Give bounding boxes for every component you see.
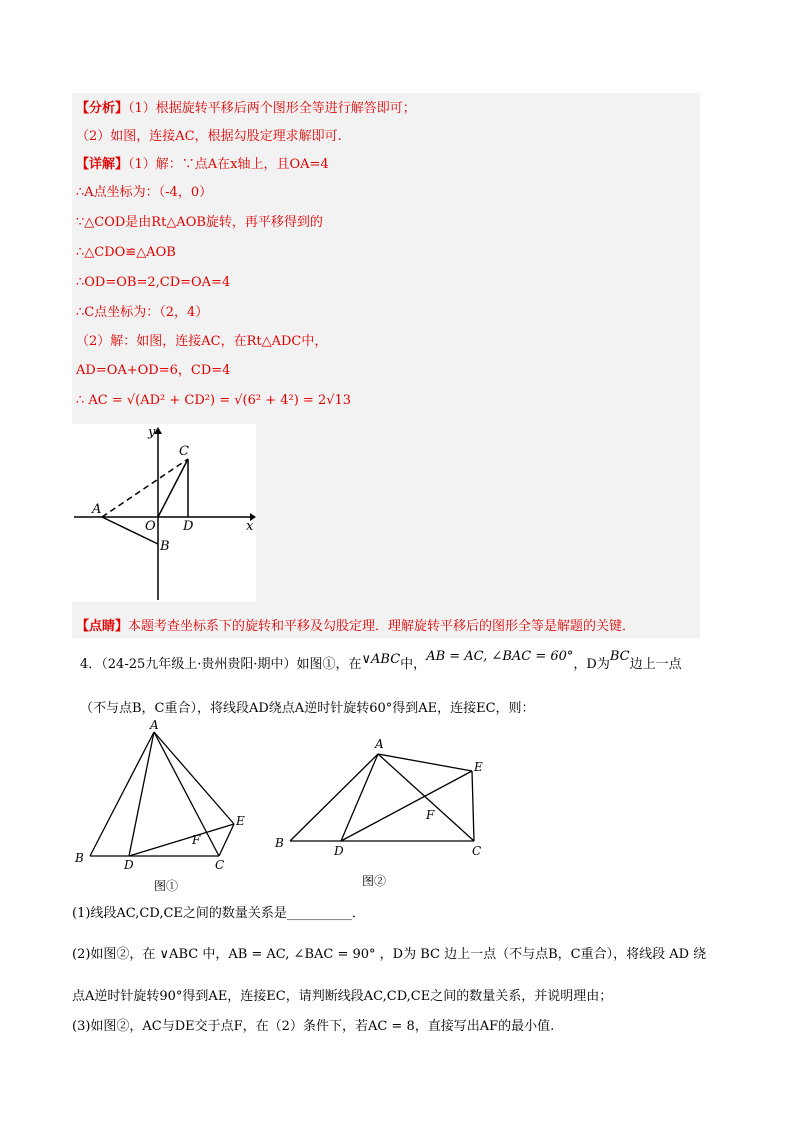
fig2-label-C: C	[472, 844, 482, 858]
triangle-figure-2	[272, 733, 492, 893]
comment-line: 【点睛】本题考查坐标系下的旋转和平移及勾股定理．理解旋转平移后的图形全等是解题的关键．	[76, 619, 636, 634]
label-D: D	[183, 519, 194, 534]
detail-line-9: ∴ AC = √(AD² + CD²) = √(6² + 4²) = 2√13	[76, 393, 352, 408]
fig2-label-E: E	[474, 760, 483, 774]
detail-line-5: ∴OD=OB=2,CD=OA=4	[76, 275, 231, 290]
detail-line-3: ∵△COD是由Rt△AOB旋转，再平移得到的	[76, 215, 323, 230]
label-B: B	[160, 539, 170, 554]
fig2-label-A: A	[375, 737, 384, 751]
detail-line-1: 【详解】（1）解：∵点A在x轴上，且OA=4	[76, 157, 329, 172]
question-part-2-line-2: 点A逆时针旋转90°得到AE，连接EC，请判断线段AC,CD,CE之间的数量关系，并说明理由；	[72, 989, 613, 1004]
question-4-line-2: （不与点B，C重合），将线段AD绕点A逆时针旋转60°得到AE，连接EC，则：	[80, 701, 535, 716]
label-x: x	[246, 519, 254, 534]
detail-line-7: （2）解：如图，连接AC，在Rt△ADC中，	[76, 334, 328, 349]
fig1-label-A: A	[150, 718, 159, 732]
question-part-3: (3)如图②，AC与DE交于点F，在（2）条件下，若AC = 8，直接写出AF的最小值.	[72, 1019, 555, 1034]
analysis-line-2: （2）如图，连接AC，根据勾股定理求解即可.	[76, 129, 342, 144]
detail-line-4: ∴△CDO≌△AOB	[76, 245, 176, 260]
fig1-label-D: D	[124, 858, 134, 872]
question-part-1: (1)线段AC,CD,CE之间的数量关系是__________．	[72, 906, 365, 921]
fig1-caption: 图①	[154, 879, 179, 893]
label-A: A	[92, 502, 102, 517]
fig1-label-E: E	[236, 814, 245, 828]
fig1-label-F: F	[192, 833, 201, 847]
analysis-line-1: 【分析】（1）根据旋转平移后两个图形全等进行解答即可；	[76, 101, 416, 116]
fig1-label-B: B	[75, 851, 84, 865]
question-part-2-line-1: (2)如图②，在 ∨ABC 中，AB = AC, ∠BAC = 90° ，D为 BC 边上一点（不与点B，C重合），将线段 AD 绕	[72, 947, 707, 962]
fig2-caption: 图②	[362, 874, 387, 888]
detail-line-8: AD=OA+OD=6，CD=4	[76, 363, 231, 378]
question-4-line-1: 4．（24-25九年级上·贵州贵阳·期中）如图①，在∨ABC中，AB = AC, ∠BAC = 60°，D为BC边上一点	[80, 649, 682, 672]
label-C: C	[179, 444, 189, 459]
triangle-figure-1	[72, 718, 262, 893]
detail-line-6: ∴C点坐标为：（2，4）	[76, 305, 209, 320]
label-O: O	[145, 519, 156, 534]
fig2-label-B: B	[275, 836, 284, 850]
fig2-label-F: F	[426, 808, 435, 822]
coordinate-figure	[72, 424, 256, 602]
label-y: y	[148, 425, 156, 440]
fig1-label-C: C	[215, 858, 225, 872]
detail-line-2: ∴A点坐标为：（-4，0）	[76, 185, 213, 200]
fig2-label-D: D	[334, 844, 344, 858]
